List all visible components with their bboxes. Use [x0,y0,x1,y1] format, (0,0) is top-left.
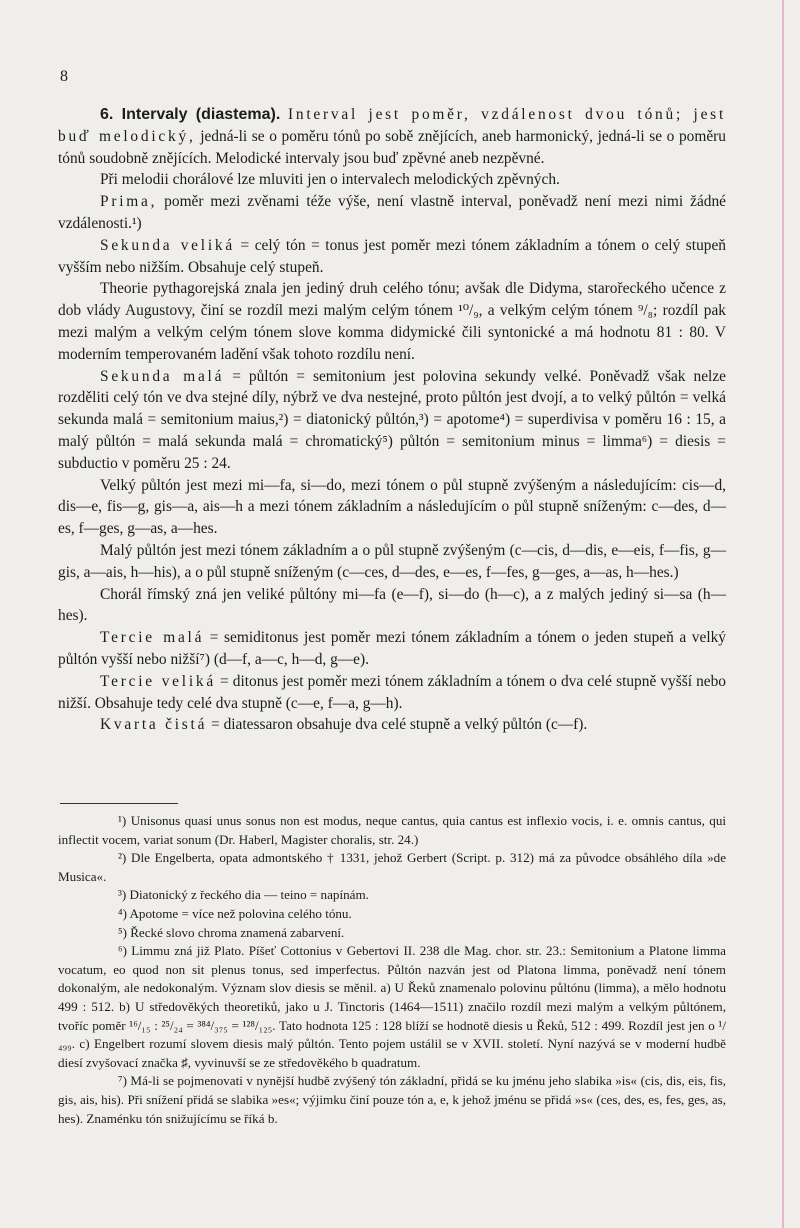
paragraph [58,671,726,715]
page-number: 8 [60,68,68,85]
footnote: ⁵) Řecké slovo chroma znamená zabarvení. [118,924,345,940]
paragraph [58,278,726,365]
paragraph-text: Velký půltón jest mezi mi—fa, si—do, mezi tónem o půl stupně zvýšeným a následujícím: cis—d, dis—e, fis—g, gis—a, ais—h a mezi tónem základním a následujícím o půl stupně sníženým: c—des, d—es, f—ges, g—as, a—hes. [58,476,726,538]
paragraph-lead: Sekunda malá [100,367,225,385]
paragraph-text: Chorál římský zná jen veliké půltóny mi—fa (e—f), si—do (h—c), a z malých jediný si—sa (h—hes). [58,585,726,625]
footnote-divider [60,803,178,804]
paragraph-text: Theorie pythagorejská znala jen jediný druh celého tónu; avšak dle Didyma, starořeckého učence z dob vlády Augustovy, činí se rozdíl mezi malým celým tónem ¹⁰/₉, a velkým celým tónem ⁹/₈; rozdíl pak mezi malým a velkým celým tónem slove komma didymické čili syntonické a má hodnotu 81 : 80. V moderním temperovaném ladění však tohoto rozdílu není. [58,280,726,363]
paragraph-lead: Prima, [100,193,158,211]
paragraph-lead: Tercie veliká [100,672,216,690]
paragraph-text: = půltón = semitonium jest polovina sekundy velké. Poněvadž však nelze rozděliti celý tón ve dva stejné díly, nýbrž ve dva nestejné, proto půltón jest dvojí, a to velký půltón = velká sekunda malá = semitonium maius,²) = diatonický půltón,³) = apotome⁴) = superdivisa v poměru 16 : 15, a malý půltón = malá sekunda malá = chromatický⁵) půltón = semitonium minus = limma⁶) = diesis = subductio v poměru 25 : 24. [58,367,726,472]
paragraph [58,235,726,279]
paragraph-text: Při melodii chorálové lze mluviti jen o intervalech melodických zpěvných. [100,171,560,189]
paragraph [58,714,726,736]
paragraph-text: = diatessaron obsahuje dva celé stupně a velký půltón (c—f). [207,716,588,734]
section-heading: 6. Intervaly (diastema). [100,106,281,123]
paragraph-text: jedná-li se o poměru tónů po sobě znějících, aneb harmonický, jedná-li se o poměru tónů soudobně znějících. Melodické intervaly jsou buď zpěvné aneb nezpěvné. [58,127,726,167]
footnote: ²) Dle Engelberta, opata admontského † 1331, jehož Gerbert (Script. p. 312) má za původce obsáhlého díla »de Musica«. [58,850,726,884]
paragraph-text: Malý půltón jest mezi tónem základním a o půl stupně zvýšeným (c—cis, d—dis, e—eis, f—fis, g—gis, a—ais, h—his), a o půl stupně sníženým (c—ces, d—des, e—es, f—fes, g—ges, a—as, h—hes.) [58,541,726,581]
paragraph [58,540,726,584]
paragraph-lead: Tercie malá [100,629,205,647]
paragraph [58,191,726,235]
footnote: ¹) Unisonus quasi unus sonus non est modus, neque cantus, quia cantus est inflexio vocis, i. e. omnis cantus, qui inflectit vocem, variat sonum (Dr. Haberl, Magister choralis, str. 24.) [58,813,726,847]
paragraph [58,584,726,628]
paragraph [58,104,726,169]
page-edge-line [782,0,784,1228]
paragraph-lead: Kvarta čistá [100,716,208,734]
paragraph [58,475,726,540]
footnote: ³) Diatonický z řeckého dia — teino = napínám. [118,887,369,903]
main-text [58,104,726,736]
paragraph [58,366,726,475]
paragraph-text: poměr mezi zvěnami téže výše, není vlastně interval, poněvadž není mezi nimi žádné vzdálenosti.¹) [58,193,726,232]
footnote: ⁷) Má-li se pojmenovati v nynější hudbě zvýšený tón základní, přidá se ku jménu jeho slabika »is« (cis, dis, eis, fis, gis, ais, his). Při snížení přidá se slabika »es«; výjimku činí pouze tón a, e, k jehož jménu se přidá »s« (ces, des, es, fes, ges, as, hes). Znaménku tón snižujícímu se říká b. [58,1073,726,1126]
paragraph [58,169,726,191]
paragraph-text: = semiditonus jest poměr mezi tónem základním a tónem o jeden stupeň a velký půltón vyšší nebo nižší⁷) (d—f, a—c, h—d, g—e). [58,629,726,668]
paragraph [58,627,726,671]
footnotes [58,812,726,1128]
footnote: ⁶) Limmu zná již Plato. Píšeť Cottonius v Gebertovi II. 238 dle Mag. chor. str. 23.: Semitonium a Platone limma vocatum, eo quod non sit plenus tonus, sed imperfectus. Půltón nazván jest od Platona limma, poněvadž není tónem dokonalým, ale nedokonalým. Význam slov diesis se měnil. a) U Řeků znamenalo polovinu půltónu (limma), a mělo hodnotu 499 : 512. b) U středověkých theoretiků, jako u J. Tinctoris (1464—1511) značilo rozdíl mezi malým a velkým půltónem, tvoříc poměr ¹⁶/₁₅ : ²⁵/₂₄ = ³⁸⁴/₃₇₅ = ¹²⁸/₁₂₅. Tato hodnota 125 : 128 blíží se hodnotě diesis u Řeků, 512 : 499. Rozdíl jest jen o ¹/₄₉₉. c) Engelbert rozumí slovem diesis malý půltón. Tento pojem ustálil se v XVII. století. Nyní nazývá se v moderní hudbě diesí zvyšovací značka ♯, vyvinuvší se ze středověkého b quadratum. [58,943,726,1070]
paragraph-lead: Interval jest poměr, vzdálenost dvou tónů; jest buď melodický, [58,106,726,145]
paragraph-text: = celý tón = tonus jest poměr mezi tónem základním a tónem o celý stupeň vyšším nebo nižším. Obsahuje celý stupeň. [58,236,726,276]
paragraph-text: = ditonus jest poměr mezi tónem základním a tónem o dva celé stupně vyšší nebo nižší. Obsahuje tedy celé dva stupně (c—e, f—a, g—h). [58,672,726,712]
footnote: ⁴) Apotome = více než polovina celého tónu. [118,905,352,921]
paragraph-lead: Sekunda veliká [100,236,235,254]
